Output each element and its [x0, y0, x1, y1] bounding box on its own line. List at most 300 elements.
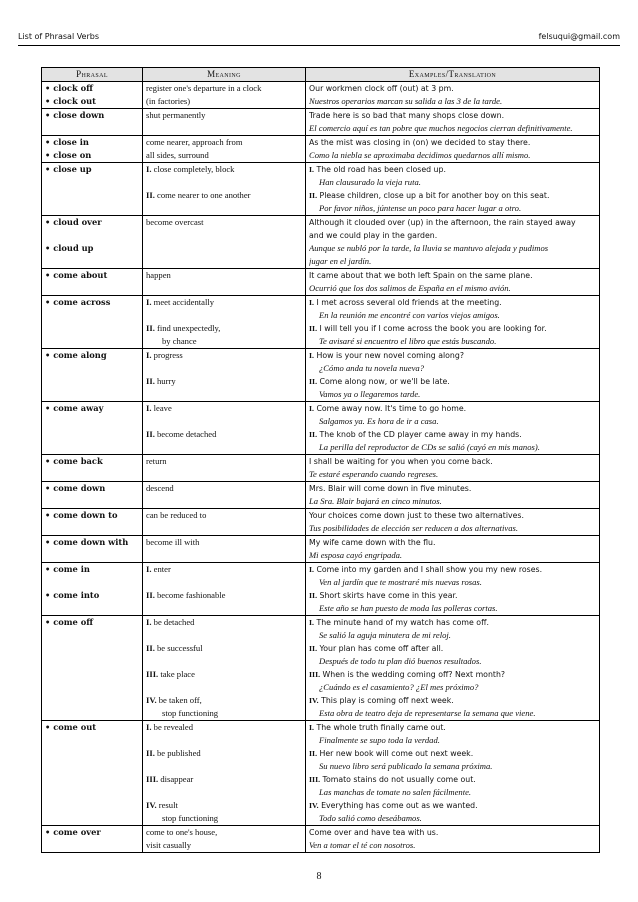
example-line [309, 136, 596, 149]
example-line [309, 668, 596, 681]
example-line [309, 773, 596, 786]
line-text: Por favor niños, júntense un poco para hacer lugar a otro. [319, 203, 522, 213]
line-text: be published [157, 748, 201, 758]
sense-number: I. [146, 403, 152, 413]
line-text: be successful [157, 643, 203, 653]
meaning-line [146, 375, 302, 388]
line-text: Ven al jardín que te mostraré mis nuevas rosas. [319, 577, 482, 587]
meaning-line [146, 642, 302, 655]
sense-number: I. [146, 297, 152, 307]
table-row [42, 616, 600, 721]
phrasal-cell [42, 826, 143, 853]
examples-cell [306, 455, 600, 482]
example-line [309, 229, 596, 242]
sense-number: II. [309, 191, 318, 200]
phrasal-verb: • come over [45, 827, 101, 837]
line-text: be taken off, [158, 695, 202, 705]
sense-number: II. [309, 644, 318, 653]
sense-number: IV. [146, 800, 157, 810]
line-text: all sides, surround [146, 150, 209, 160]
sense-number: III. [146, 669, 159, 679]
meaning-line [146, 482, 302, 495]
line-text: Although it clouded over (up) in the afternoon, the rain stayed away [309, 218, 576, 227]
line-text: come nearer, approach from [146, 137, 243, 147]
meaning-line [146, 322, 302, 335]
example-line [309, 109, 596, 122]
translation-line [309, 468, 596, 481]
phrasal-cell [42, 269, 143, 296]
table-header-row [42, 68, 600, 82]
line-text: become overcast [146, 217, 204, 227]
meaning-cell [143, 349, 306, 402]
example-line [309, 402, 596, 415]
line-text: visit casually [146, 840, 192, 850]
meaning-cell [143, 296, 306, 349]
meaning-line [146, 773, 302, 786]
meaning-line [146, 309, 302, 322]
phrasal-verb: • come away [45, 403, 104, 413]
translation-line [309, 839, 596, 852]
column-header-meaning: Meaning [143, 68, 306, 82]
line-text: La Sra. Blair bajará en cinco minutos. [309, 496, 442, 506]
line-text: I will tell you if I come across the book you are looking for. [319, 324, 547, 333]
phrasal-verb [45, 229, 139, 242]
line-text: Su nuevo libro será publicado la semana próxima. [319, 761, 493, 771]
translation-line [309, 549, 596, 562]
translation-line [309, 415, 596, 428]
table-row [42, 82, 600, 109]
sense-number: I. [146, 617, 152, 627]
line-text: Este año se han puesto de moda las polleras cortas. [319, 603, 498, 613]
meaning-line [146, 296, 302, 309]
sense-number: IV. [309, 696, 319, 705]
examples-cell [306, 563, 600, 616]
line-text: Las manchas de tomate no salen fácilmente. [319, 787, 472, 797]
phrasal-verb: • come across [45, 297, 111, 307]
sense-number: III. [309, 775, 321, 784]
phrasal-cell [42, 136, 143, 163]
meaning-line [146, 629, 302, 642]
phrasal-verb: • close down [45, 110, 105, 120]
example-line [309, 322, 596, 335]
phrasal-cell [42, 82, 143, 109]
translation-line [309, 734, 596, 747]
meaning-line [146, 163, 302, 176]
table-row [42, 721, 600, 826]
translation-line [309, 522, 596, 535]
translation-line [309, 242, 596, 255]
translation-line [309, 629, 596, 642]
meaning-line [146, 812, 302, 825]
table-row [42, 509, 600, 536]
meaning-line [146, 826, 302, 839]
line-text: Tus posibilidades de elección ser reducen a dos alternativas. [309, 523, 519, 533]
line-text: Everything has come out as we wanted. [321, 801, 478, 810]
meaning-line [146, 149, 302, 162]
sense-number: IV. [146, 695, 157, 705]
meaning-line [146, 349, 302, 362]
table-row [42, 563, 600, 616]
examples-cell [306, 721, 600, 826]
line-text: take place [160, 669, 195, 679]
examples-cell [306, 826, 600, 853]
sense-number: I. [309, 723, 314, 732]
line-text: come nearer to one another [157, 190, 251, 200]
phrasal-verb [45, 576, 139, 589]
line-text: be revealed [153, 722, 194, 732]
example-line [309, 349, 596, 362]
phrasal-verb: • come down to [45, 510, 118, 520]
example-line [309, 747, 596, 760]
sense-number: I. [309, 565, 314, 574]
meaning-cell [143, 402, 306, 455]
translation-line [309, 602, 596, 615]
meaning-line [146, 747, 302, 760]
meaning-line [146, 576, 302, 589]
meaning-cell [143, 826, 306, 853]
phrasal-verb: • come down [45, 483, 106, 493]
line-text: Esta obra de teatro deja de representarse la semana que viene. [319, 708, 536, 718]
line-text: Vamos ya o llegaremos tarde. [319, 389, 421, 399]
meaning-line [146, 402, 302, 415]
meaning-line [146, 269, 302, 282]
examples-cell [306, 349, 600, 402]
sense-number: II. [146, 323, 155, 333]
phrasal-verbs-table [41, 67, 600, 853]
meaning-cell [143, 109, 306, 136]
meaning-line [146, 428, 302, 441]
line-text: Come away now. It's time to go home. [316, 404, 467, 413]
example-line [309, 455, 596, 468]
meaning-line [146, 760, 302, 773]
column-header-phrasal: Phrasal [42, 68, 143, 82]
phrasal-verb: • close on [45, 150, 92, 160]
example-line [309, 482, 596, 495]
meaning-line [146, 707, 302, 720]
example-line [309, 616, 596, 629]
sense-number: I. [309, 351, 314, 360]
phrasal-cell [42, 296, 143, 349]
meaning-cell [143, 536, 306, 563]
phrasal-verb: • come about [45, 270, 108, 280]
meaning-line [146, 563, 302, 576]
table-row [42, 163, 600, 216]
examples-cell [306, 269, 600, 296]
examples-cell [306, 296, 600, 349]
example-line [309, 799, 596, 812]
meaning-line [146, 362, 302, 375]
line-text: Our workmen clock off (out) at 3 pm. [309, 84, 454, 93]
phrasal-cell [42, 163, 143, 216]
translation-line [309, 176, 596, 189]
line-text: happen [146, 270, 171, 280]
line-text: The whole truth finally came out. [316, 723, 446, 732]
example-line [309, 296, 596, 309]
phrasal-cell [42, 109, 143, 136]
line-text: When is the wedding coming off? Next month? [322, 670, 506, 679]
translation-line [309, 786, 596, 799]
examples-cell [306, 536, 600, 563]
line-text: Your plan has come off after all. [319, 644, 444, 653]
line-text: Salgamos ya. Es hora de ir a casa. [319, 416, 439, 426]
sense-number: II. [146, 190, 155, 200]
line-text: leave [153, 403, 172, 413]
meaning-line [146, 616, 302, 629]
meaning-line [146, 694, 302, 707]
table-row [42, 536, 600, 563]
line-text: ¿Cómo anda tu novela nueva? [319, 363, 425, 373]
line-text: become ill with [146, 537, 200, 547]
line-text: My wife came down with the flu. [309, 538, 436, 547]
sense-number: II. [309, 430, 318, 439]
meaning-line [146, 668, 302, 681]
meaning-cell [143, 82, 306, 109]
line-text: can be reduced to [146, 510, 207, 520]
phrasal-cell [42, 482, 143, 509]
translation-line [309, 388, 596, 401]
line-text: As the mist was closing in (on) we decided to stay there. [309, 138, 531, 147]
sense-number: II. [309, 324, 318, 333]
sense-number: III. [146, 774, 159, 784]
table-row [42, 349, 600, 402]
examples-cell [306, 216, 600, 269]
line-text: by chance [162, 336, 197, 346]
table-row [42, 216, 600, 269]
translation-line [309, 335, 596, 348]
line-text: become detached [157, 429, 217, 439]
line-text: Nuestros operarios marcan su salida a las 3 de la tarde. [309, 96, 503, 106]
line-text: The old road has been closed up. [316, 165, 446, 174]
meaning-cell [143, 136, 306, 163]
line-text: Mi esposa cayó engripada. [309, 550, 403, 560]
phrasal-cell [42, 509, 143, 536]
meaning-line [146, 839, 302, 852]
table-row [42, 455, 600, 482]
meaning-line [146, 335, 302, 348]
phrasal-cell [42, 216, 143, 269]
line-text: come to one's house, [146, 827, 218, 837]
line-text: stop functioning [162, 813, 219, 823]
example-line [309, 82, 596, 95]
phrasal-verb: • clock out [45, 96, 97, 106]
sense-number: II. [146, 429, 155, 439]
meaning-line [146, 455, 302, 468]
translation-line [309, 441, 596, 454]
line-text: This play is coming off next week. [321, 696, 454, 705]
line-text: ¿Cuándo es el casamiento? ¿El mes próximo? [319, 682, 479, 692]
meaning-line [146, 509, 302, 522]
line-text: close completely, block [153, 164, 235, 174]
phrasal-verb: • close in [45, 137, 89, 147]
line-text: be detached [153, 617, 195, 627]
line-text: Te estaré esperando cuando regreses. [309, 469, 439, 479]
example-line [309, 826, 596, 839]
translation-line [309, 495, 596, 508]
line-text: descend [146, 483, 174, 493]
translation-line [309, 255, 596, 268]
sense-number: II. [146, 376, 155, 386]
line-text: Te avisaré si encuentro el libro que estás buscando. [319, 336, 497, 346]
meaning-line [146, 734, 302, 747]
phrasal-verb: • come down with [45, 537, 129, 547]
line-text: I shall be waiting for you when you come back. [309, 457, 493, 466]
line-text: Short skirts have come in this year. [319, 591, 458, 600]
example-line [309, 216, 596, 229]
sense-number: I. [309, 404, 314, 413]
sense-number: II. [146, 748, 155, 758]
sense-number: I. [146, 722, 152, 732]
line-text: Ocurrió que los dos salimos de España en el mismo avión. [309, 283, 511, 293]
meaning-cell [143, 616, 306, 721]
phrasal-cell [42, 349, 143, 402]
line-text: Trade here is so bad that many shops close down. [309, 111, 505, 120]
examples-cell [306, 163, 600, 216]
line-text: En la reunión me encontré con varios viejos amigos. [319, 310, 500, 320]
meaning-line [146, 189, 302, 202]
sense-number: IV. [309, 801, 319, 810]
header-rule [18, 45, 620, 46]
examples-cell [306, 616, 600, 721]
meaning-line [146, 589, 302, 602]
translation-line [309, 122, 596, 135]
translation-line [309, 202, 596, 215]
phrasal-cell [42, 455, 143, 482]
sense-number: I. [309, 165, 314, 174]
table-row [42, 826, 600, 853]
meaning-cell [143, 216, 306, 269]
sense-number: I. [146, 164, 152, 174]
meaning-line [146, 799, 302, 812]
sense-number: II. [309, 377, 318, 386]
meaning-line [146, 136, 302, 149]
meaning-line [146, 721, 302, 734]
page-header [18, 31, 620, 43]
line-text: La perilla del reproductor de CDs se salió (cayó en mis manos). [319, 442, 540, 452]
example-line [309, 163, 596, 176]
line-text: meet accidentally [153, 297, 215, 307]
phrasal-cell [42, 536, 143, 563]
phrasal-verb: • cloud over [45, 217, 102, 227]
table-row [42, 402, 600, 455]
phrasal-verb: • come off [45, 617, 94, 627]
line-text: jugar en el jardín. [309, 256, 372, 266]
example-line [309, 563, 596, 576]
examples-cell [306, 109, 600, 136]
examples-cell [306, 482, 600, 509]
author-email: felsuqui@gmail.com [538, 32, 620, 41]
translation-line [309, 95, 596, 108]
translation-line [309, 681, 596, 694]
example-line [309, 509, 596, 522]
meaning-line [146, 109, 302, 122]
line-text: I met across several old friends at the meeting. [316, 298, 502, 307]
line-text: result [158, 800, 178, 810]
example-line [309, 589, 596, 602]
meaning-line [146, 681, 302, 694]
line-text: Como la niebla se aproximaba decidimos quedarnos allí mismo. [309, 150, 531, 160]
example-line [309, 642, 596, 655]
column-header-examples: Examples/Translation [306, 68, 600, 82]
line-text: How is your new novel coming along? [316, 351, 464, 360]
meaning-cell [143, 721, 306, 826]
phrasal-verb: • come back [45, 456, 103, 466]
phrasal-verb: • come out [45, 722, 97, 732]
sense-number: I. [309, 618, 314, 627]
phrasal-verb: • come in [45, 564, 90, 574]
line-text: progress [153, 350, 183, 360]
meaning-line [146, 415, 302, 428]
phrasal-cell [42, 721, 143, 826]
translation-line [309, 282, 596, 295]
phrasal-cell [42, 616, 143, 721]
table-row [42, 482, 600, 509]
meaning-line [146, 95, 302, 108]
phrasal-cell [42, 563, 143, 616]
phrasal-cell [42, 402, 143, 455]
translation-line [309, 309, 596, 322]
translation-line [309, 149, 596, 162]
line-text: return [146, 456, 167, 466]
line-text: It came about that we both left Spain on the same plane. [309, 271, 533, 280]
translation-line [309, 362, 596, 375]
line-text: shut permanently [146, 110, 206, 120]
line-text: stop functioning [162, 708, 219, 718]
phrasal-verb: • come into [45, 590, 100, 600]
sense-number: II. [309, 749, 318, 758]
translation-line [309, 576, 596, 589]
examples-cell [306, 136, 600, 163]
line-text: Todo salió como deseábamos. [319, 813, 422, 823]
table-body [42, 82, 600, 853]
table-row [42, 136, 600, 163]
line-text: disappear [160, 774, 194, 784]
line-text: Please children, close up a bit for another boy on this seat. [319, 191, 550, 200]
line-text: The minute hand of my watch has come off. [316, 618, 489, 627]
translation-line [309, 655, 596, 668]
line-text: Se salió la aguja minutera de mi reloj. [319, 630, 451, 640]
example-line [309, 721, 596, 734]
line-text: Come over and have tea with us. [309, 828, 439, 837]
line-text: Ven a tomar el té con nosotros. [309, 840, 416, 850]
meaning-line [146, 655, 302, 668]
line-text: find unexpectedly, [157, 323, 221, 333]
translation-line [309, 760, 596, 773]
table-row [42, 296, 600, 349]
translation-line [309, 707, 596, 720]
phrasal-verb: • cloud up [45, 243, 94, 253]
line-text: become fashionable [157, 590, 226, 600]
document-title: List of Phrasal Verbs [18, 32, 100, 41]
line-text: Her new book will come out next week. [319, 749, 474, 758]
meaning-cell [143, 455, 306, 482]
line-text: hurry [157, 376, 176, 386]
sense-number: I. [146, 350, 152, 360]
example-line [309, 536, 596, 549]
line-text: register one's departure in a clock [146, 83, 262, 93]
table-row [42, 109, 600, 136]
line-text: The knob of the CD player came away in my hands. [319, 430, 522, 439]
meaning-cell [143, 509, 306, 536]
line-text: Come along now, or we'll be late. [319, 377, 450, 386]
table-row [42, 269, 600, 296]
example-line [309, 189, 596, 202]
meaning-cell [143, 563, 306, 616]
examples-cell [306, 509, 600, 536]
example-line [309, 694, 596, 707]
line-text: Aunque se nubló por la tarde, la lluvia se mantuvo alejada y pudimos [309, 243, 549, 253]
examples-cell [306, 402, 600, 455]
meaning-line [146, 216, 302, 229]
